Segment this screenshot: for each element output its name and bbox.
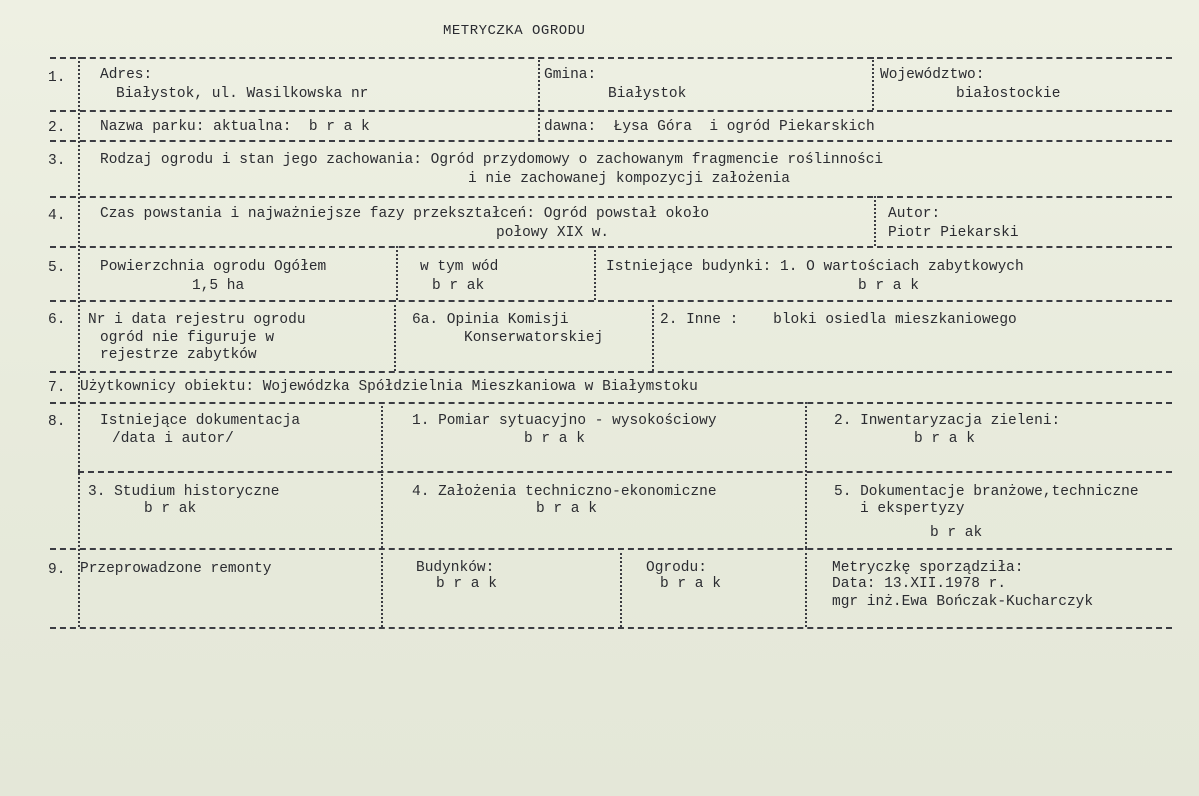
rule-row7: [50, 402, 1172, 404]
prepared-date: Data: 13.XII.1978 r.: [832, 576, 1007, 592]
tech-econ-label: 4. Założenia techniczno-ekonomiczne: [412, 484, 717, 500]
form-title: METRYCZKA OGRODU: [443, 23, 586, 39]
rule-number-column: [78, 57, 80, 627]
branch-docs-value: b r ak: [930, 525, 983, 541]
rule-r2: [538, 110, 540, 140]
buildings-value: b r a k: [858, 278, 919, 294]
repairs-buildings-value: b r a k: [436, 576, 497, 592]
voivodeship-label: Województwo:: [880, 67, 985, 83]
commune-value: Białystok: [608, 86, 687, 102]
history-study-label: 3. Studium historyczne: [88, 484, 280, 500]
address-label: Adres:: [100, 67, 153, 83]
rule-r9-b: [620, 548, 622, 627]
branch-docs-line2: i ekspertyzy: [860, 501, 965, 517]
users-text: Użytkownicy obiektu: Wojewódzka Spółdzielnia Mieszkaniowa w Białymstoku: [80, 379, 698, 395]
rule-row5: [50, 300, 1172, 302]
repairs-buildings-label: Budynków:: [416, 560, 495, 576]
creation-time-line1: Czas powstania i najważniejsze fazy przekształceń: Ogród powstał około: [100, 206, 710, 222]
rule-r4: [874, 196, 876, 246]
rule-row1: [50, 110, 1172, 112]
tech-econ-value: b r a k: [536, 501, 597, 517]
opinion-line1: 6a. Opinia Komisji: [412, 312, 569, 328]
repairs-garden-label: Ogrodu:: [646, 560, 707, 576]
row-number-7: 7.: [48, 380, 66, 396]
voivodeship-value: białostockie: [956, 86, 1061, 102]
rule-r1-b: [872, 57, 874, 110]
branch-docs-line1: 5. Dokumentacje branżowe,techniczne: [834, 484, 1139, 500]
address-value: Białystok, ul. Wasilkowska nr: [116, 86, 369, 102]
author-label: Autor:: [888, 206, 941, 222]
opinion-line2: Konserwatorskiej: [464, 330, 604, 346]
rule-row2: [50, 140, 1172, 142]
repairs-garden-value: b r a k: [660, 576, 721, 592]
water-label: w tym wód: [420, 259, 499, 275]
rule-r9-c: [805, 548, 807, 627]
documentation-line1: Istniejące dokumentacja: [100, 413, 301, 429]
greenery-value: b r a k: [914, 431, 975, 447]
rule-r1-a: [538, 57, 540, 110]
row-number-6: 6.: [48, 312, 66, 328]
register-line3: rejestrze zabytków: [100, 347, 257, 363]
area-label: Powierzchnia ogrodu Ogółem: [100, 259, 327, 275]
row-number-2: 2.: [48, 120, 66, 136]
garden-type-line2: i nie zachowanej kompozycji założenia: [468, 171, 790, 187]
row-number-8: 8.: [48, 414, 66, 430]
greenery-label: 2. Inwentaryzacja zieleni:: [834, 413, 1061, 429]
survey-value: b r a k: [524, 431, 585, 447]
garden-type-line1: Rodzaj ogrodu i stan jego zachowania: Ogród przydomowy o zachowanym fragmencie roślinności: [100, 152, 884, 168]
prepared-by-name: mgr inż.Ewa Bończak-Kucharczyk: [832, 594, 1094, 610]
survey-label: 1. Pomiar sytuacyjno - wysokościowy: [412, 413, 717, 429]
buildings-label: Istniejące budynki: 1. O wartościach zabytkowych: [606, 259, 1024, 275]
author-value: Piotr Piekarski: [888, 225, 1019, 241]
park-name-current: Nazwa parku: aktualna: b r a k: [100, 119, 370, 135]
park-name-former: dawna: Łysa Góra i ogród Piekarskich: [544, 119, 875, 135]
rule-row8-mid: [78, 471, 1172, 473]
other-notes: 2. Inne : bloki osiedla mieszkaniowego: [660, 312, 1017, 328]
row-number-3: 3.: [48, 153, 66, 169]
commune-label: Gmina:: [544, 67, 597, 83]
register-line2: ogród nie figuruje w: [100, 330, 275, 346]
rule-r6-a: [394, 300, 396, 371]
rule-top: [50, 57, 1172, 59]
history-study-value: b r ak: [144, 501, 197, 517]
repairs-label: Przeprowadzone remonty: [80, 561, 272, 577]
creation-time-line2: połowy XIX w.: [496, 225, 610, 241]
rule-r8-b: [805, 402, 807, 548]
rule-r5-b: [594, 246, 596, 300]
rule-r9-a: [381, 548, 383, 627]
register-line1: Nr i data rejestru ogrodu: [88, 312, 306, 328]
rule-row3: [50, 196, 1172, 198]
row-number-1: 1.: [48, 70, 66, 86]
rule-r6-b: [652, 300, 654, 371]
row-number-4: 4.: [48, 208, 66, 224]
area-value: 1,5 ha: [192, 278, 245, 294]
rule-r8-a: [381, 402, 383, 548]
row-number-5: 5.: [48, 260, 66, 276]
rule-row4: [50, 246, 1172, 248]
rule-bottom: [50, 627, 1172, 629]
documentation-line2: /data i autor/: [112, 431, 234, 447]
rule-r5-a: [396, 246, 398, 300]
rule-row8: [50, 548, 1172, 550]
rule-row6: [50, 371, 1172, 373]
row-number-9: 9.: [48, 562, 66, 578]
prepared-by-label: Metryczkę sporządziła:: [832, 560, 1024, 576]
water-value: b r ak: [432, 278, 485, 294]
